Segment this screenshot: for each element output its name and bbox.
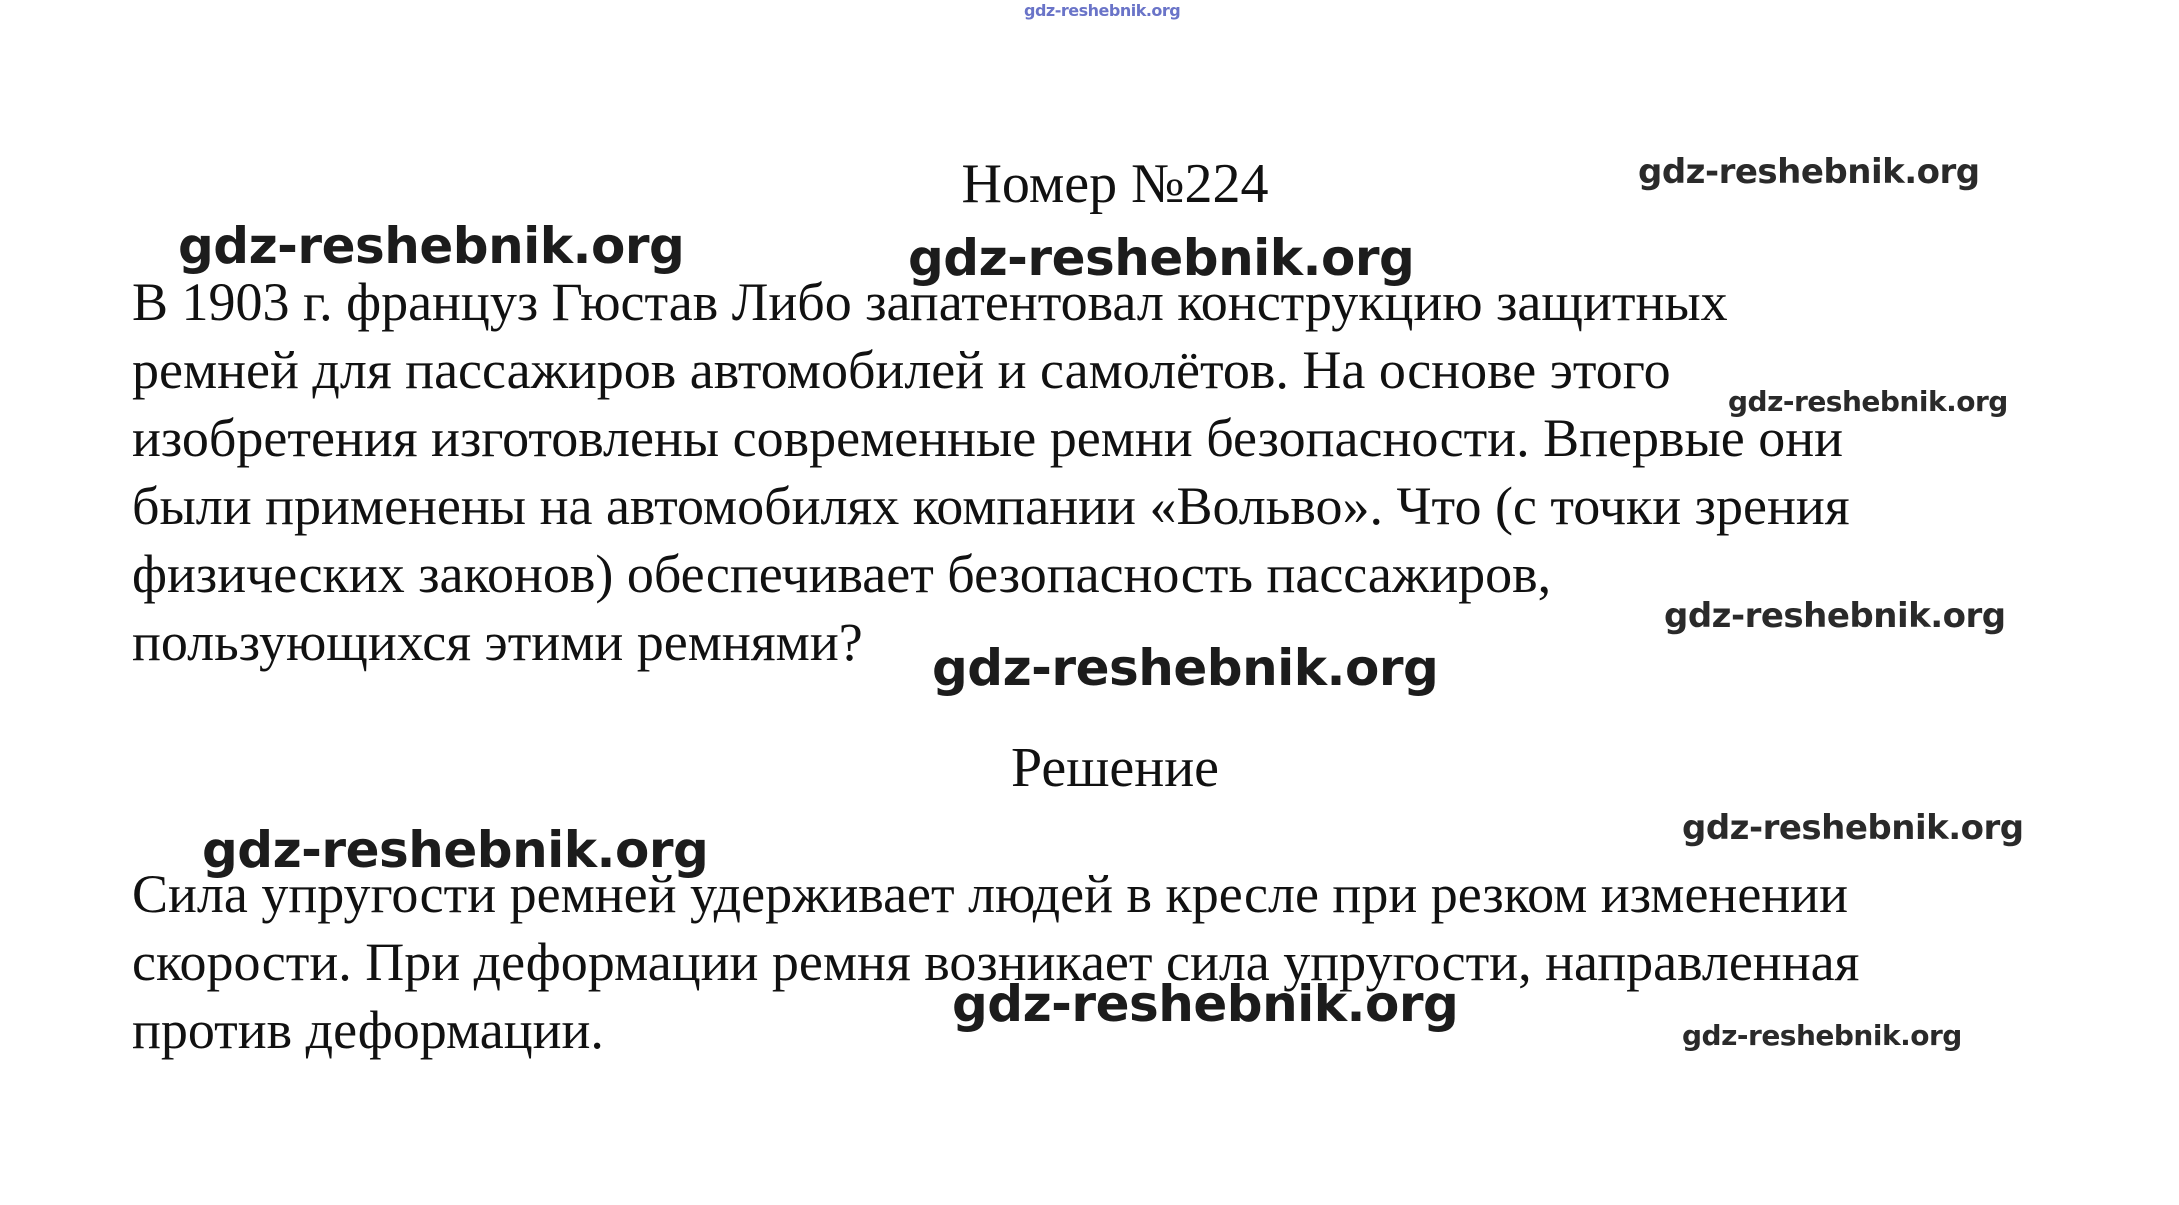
watermark: gdz-reshebnik.org — [1682, 808, 2024, 848]
watermark: gdz-reshebnik.org — [1664, 596, 2006, 636]
watermark: gdz-reshebnik.org — [932, 639, 1439, 697]
watermark: gdz-reshebnik.org — [1638, 152, 1980, 192]
header-site-mark: gdz-reshebnik.org — [1024, 1, 1181, 20]
watermark: gdz-reshebnik.org — [1728, 385, 2008, 418]
problem-line: ремней для пассажиров автомобилей и самолётов. На основе этого — [132, 340, 1671, 400]
problem-line: были применены на автомобилях компании «Вольво». Что (с точки зрения — [132, 476, 1850, 536]
watermark: gdz-reshebnik.org — [178, 217, 685, 275]
problem-line: изобретения изготовлены современные ремни безопасности. Впервые они — [132, 408, 1844, 468]
watermark: gdz-reshebnik.org — [1682, 1019, 1962, 1052]
solution-line: против деформации. — [132, 1000, 604, 1060]
problem-line: пользующихся этими ремнями? — [132, 612, 863, 672]
watermark: gdz-reshebnik.org — [952, 975, 1459, 1033]
problem-line: В 1903 г. француз Гюстав Либо запатентовал конструкцию защитных — [132, 272, 1728, 332]
problem-line: физических законов) обеспечивает безопасность пассажиров, — [132, 544, 1552, 604]
watermark: gdz-reshebnik.org — [202, 821, 709, 879]
solution-title: Решение — [1010, 737, 1220, 799]
solution-line: Сила упругости ремней удерживает людей в кресле при резком изменении — [132, 864, 1848, 924]
solution-line: скорости. При деформации ремня возникает сила упругости, направленная — [132, 932, 1860, 992]
problem-title: Номер №224 — [961, 153, 1269, 215]
watermark: gdz-reshebnik.org — [908, 229, 1415, 287]
